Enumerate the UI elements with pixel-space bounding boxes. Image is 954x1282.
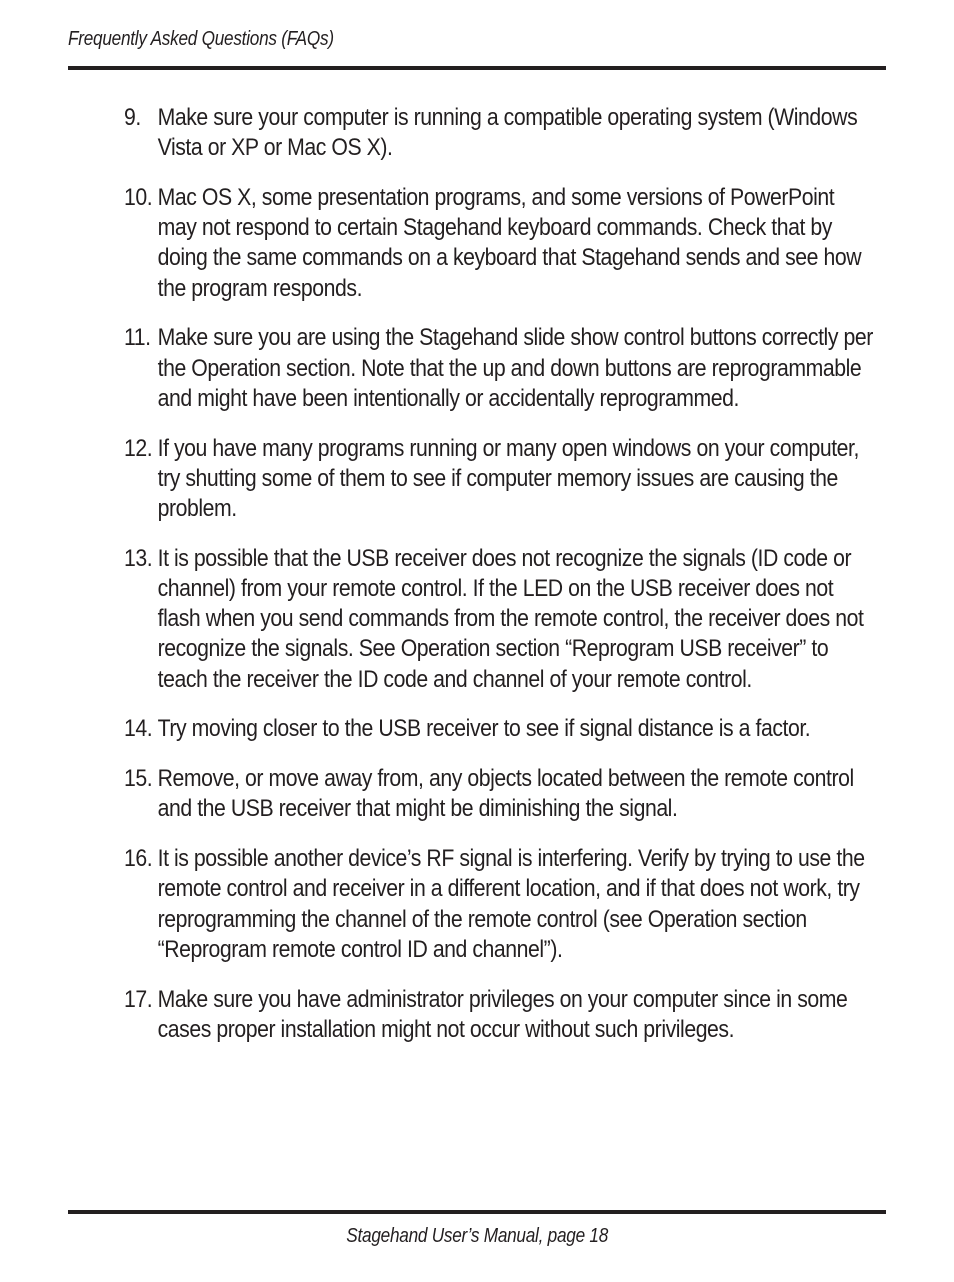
- faq-item-text: It is possible that the USB receiver does not recognize the signals (ID code or channel) from your remote control. If the LED on the USB receiver does not flash when you send commands from the remote control, the receiver does not recognize the signals. See Operation section “Reprogram USB receiver” to teach the receiver the ID code and channel of your remote control.: [157, 544, 864, 693]
- faq-item-9: [124, 103, 874, 163]
- faq-item-text: Make sure your computer is running a compatible operating system (Windows Vista or XP or Mac OS X).: [157, 104, 858, 162]
- faq-item-15: [124, 764, 874, 824]
- faq-list: [124, 103, 874, 1065]
- faq-item-17: [124, 985, 874, 1045]
- faq-item-12: [124, 434, 874, 525]
- faq-item-text: It is possible another device’s RF signal is interfering. Verify by trying to use the remote control and receiver in a different location, and if that does not work, try reprogramming the channel of the remote control (see Operation section “Reprogram remote control ID and channel”).: [157, 845, 865, 963]
- footer-divider: [68, 1210, 886, 1214]
- faq-item-number: 9.: [124, 104, 141, 131]
- faq-item-10: [124, 183, 874, 304]
- faq-item-number: 10.: [124, 184, 153, 211]
- faq-item-text: Try moving closer to the USB receiver to see if signal distance is a factor.: [157, 715, 811, 743]
- faq-item-number: 13.: [124, 544, 153, 572]
- faq-item-14: [124, 714, 874, 744]
- footer-page-label: Stagehand User’s Manual, page 18: [346, 1225, 608, 1247]
- page-header-title: Frequently Asked Questions (FAQs): [68, 28, 334, 50]
- faq-item-16: [124, 844, 874, 965]
- faq-item-text: Remove, or move away from, any objects located between the remote control and the USB receiver that might be diminishing the signal.: [157, 765, 854, 823]
- faq-item-text: Mac OS X, some presentation programs, and some versions of PowerPoint may not respond to certain Stagehand keyboard commands. Check that by doing the same commands on a keyboard that Stagehand sends and see how the program responds.: [157, 184, 862, 302]
- faq-item-11: [124, 323, 874, 414]
- faq-item-number: 17.: [124, 985, 153, 1013]
- page-footer: [0, 1225, 954, 1248]
- faq-item-text: If you have many programs running or many open windows on your computer, try shutting some of them to see if computer memory issues are causing the problem.: [157, 434, 859, 523]
- faq-item-text: Make sure you have administrator privileges on your computer since in some cases proper installation might not occur without such privileges.: [157, 985, 848, 1043]
- faq-item-13: [124, 544, 874, 695]
- header-divider: [68, 66, 886, 70]
- faq-item-number: 11.: [124, 324, 151, 352]
- faq-item-number: 14.: [124, 715, 153, 743]
- faq-item-number: 12.: [124, 434, 153, 462]
- faq-item-text: Make sure you are using the Stagehand slide show control buttons correctly per the Operation section. Note that the up and down buttons are reprogrammable and might have been intentionally or accidentally reprogrammed.: [157, 324, 873, 412]
- faq-item-number: 16.: [124, 845, 153, 873]
- faq-item-number: 15.: [124, 765, 153, 793]
